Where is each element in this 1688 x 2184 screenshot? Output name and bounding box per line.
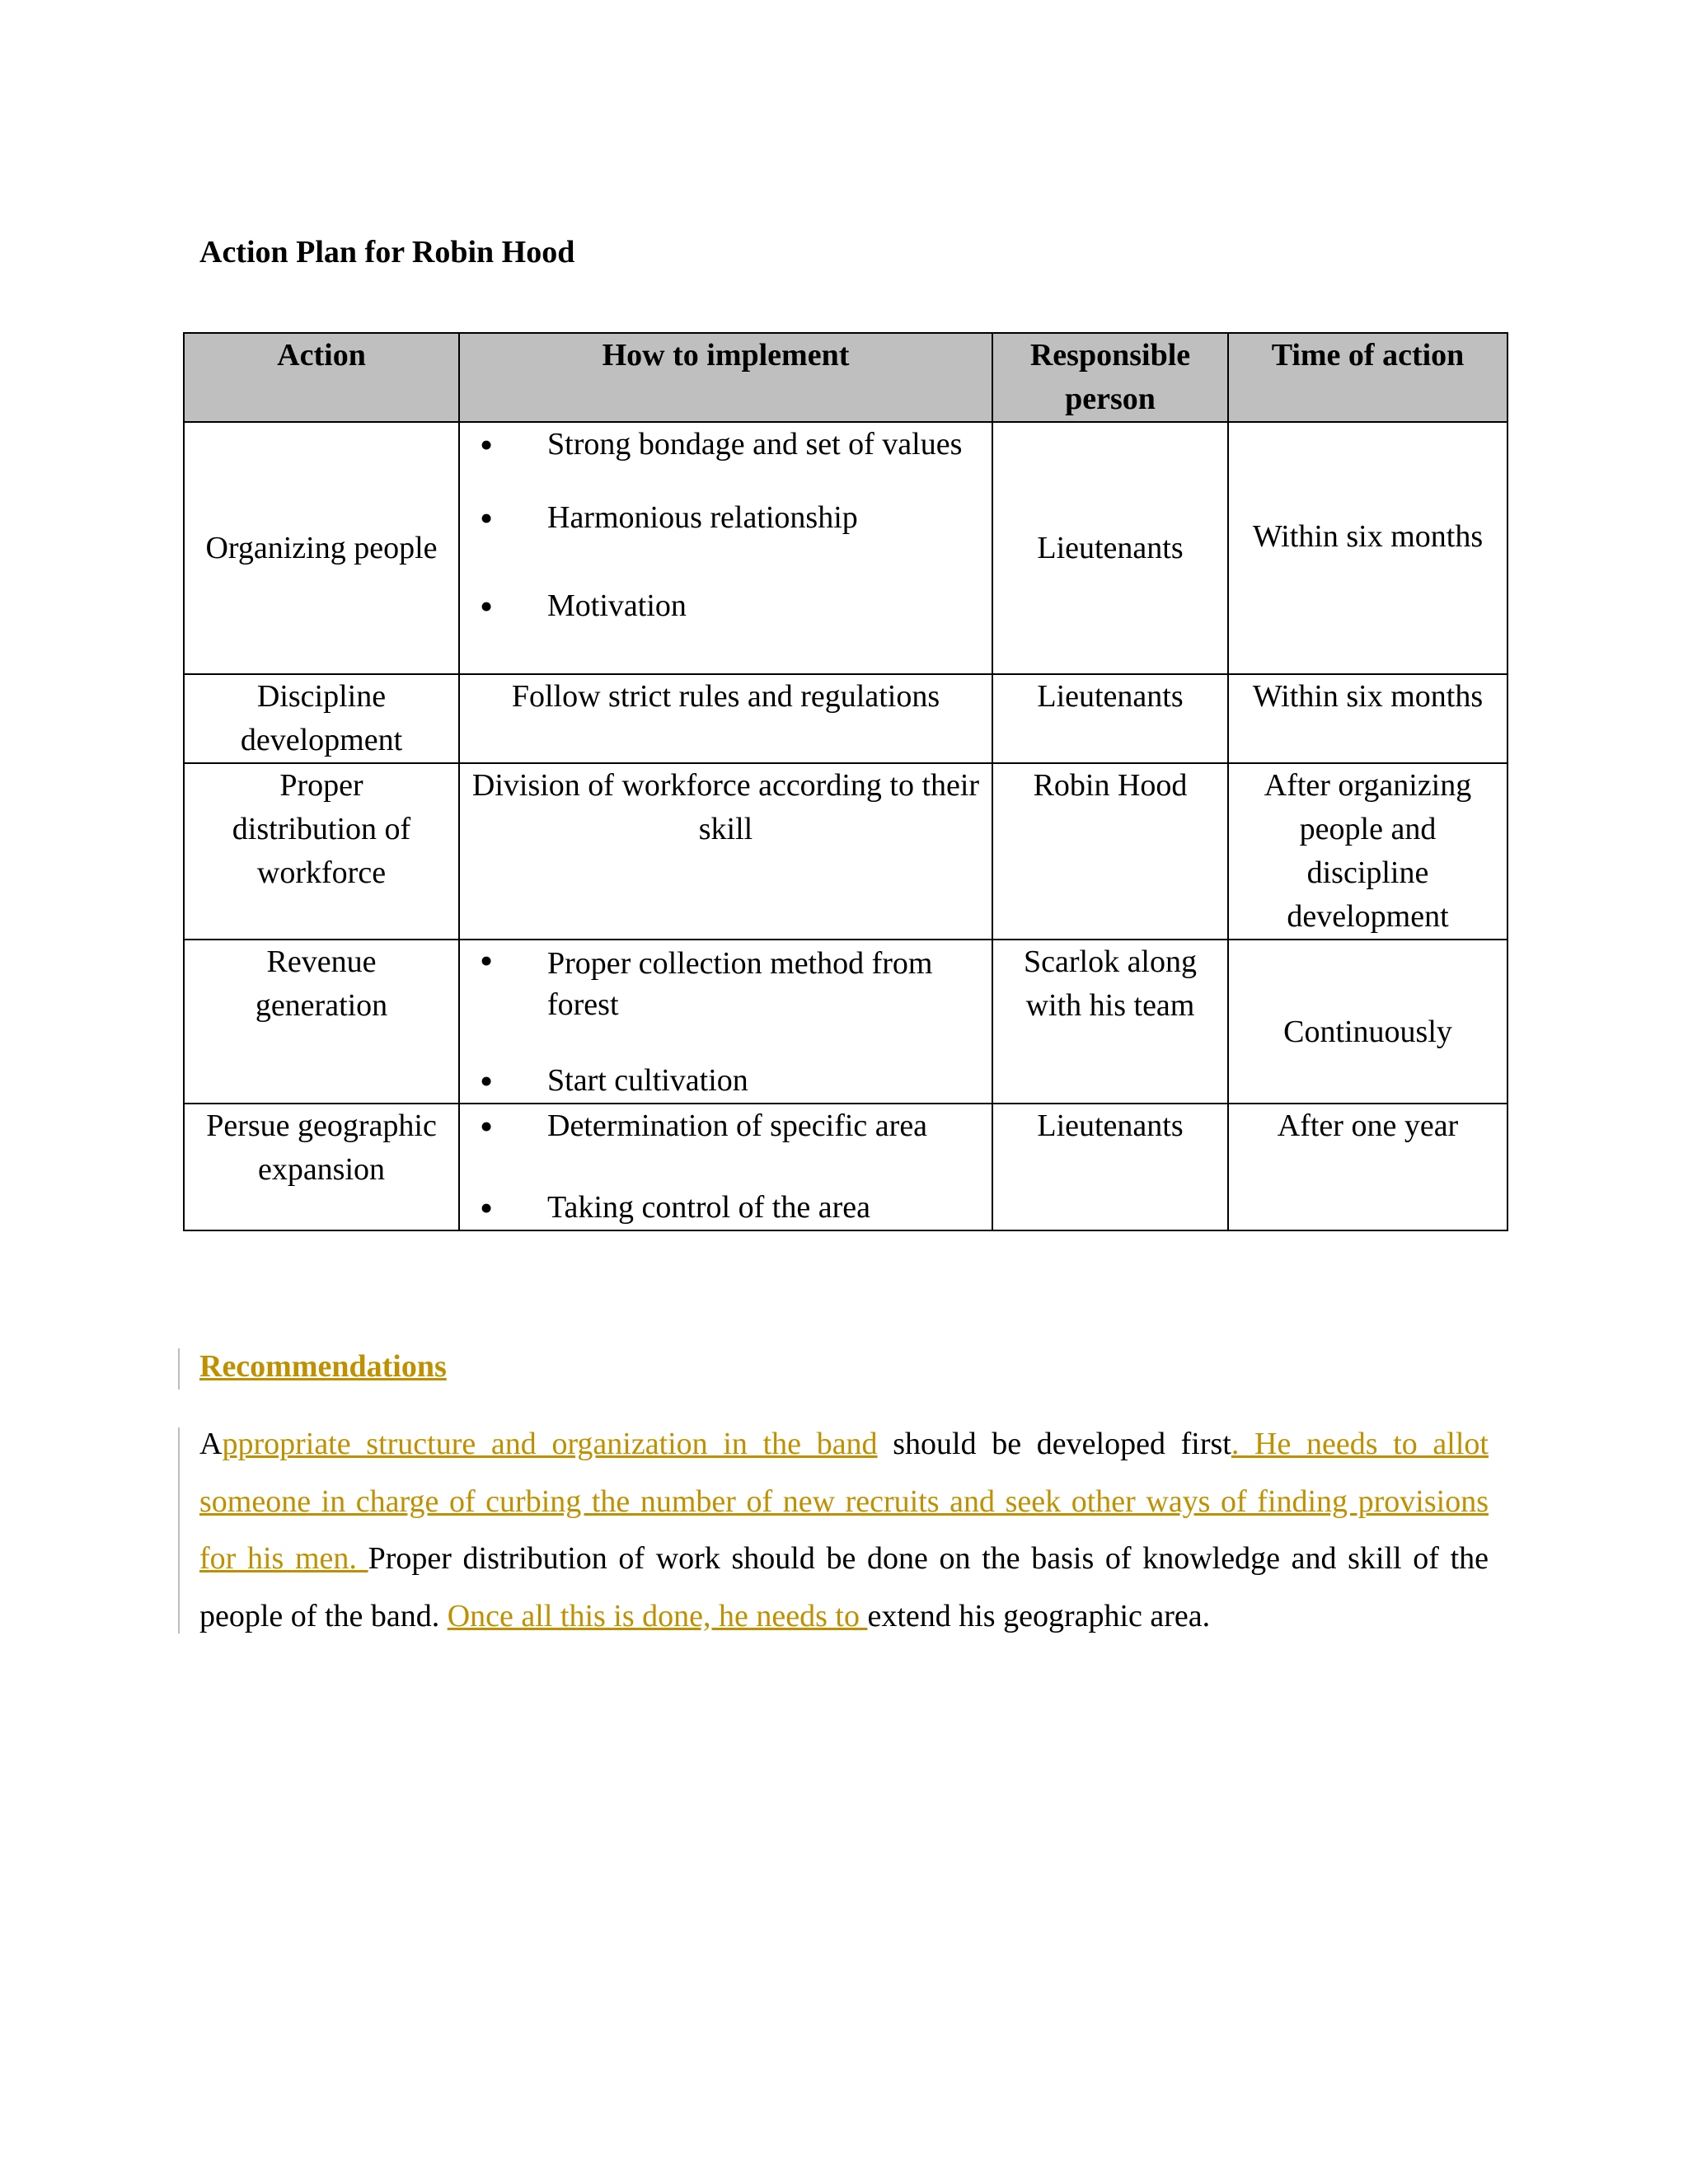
text-run: should be developed first [877, 1427, 1231, 1461]
header-action: Action [184, 333, 459, 422]
row-how-cell [459, 940, 992, 1104]
table-row [184, 940, 1507, 1104]
how-list [468, 940, 983, 1103]
list-item: • Determination of specific area [468, 1104, 983, 1148]
row-action-cell [184, 422, 459, 674]
row-action: Persue geographic expansion [184, 1104, 459, 1230]
list-item: • Proper collection method from forest [468, 940, 983, 1025]
list-item: • Strong bondage and set of values [468, 423, 983, 466]
change-bar [178, 1427, 180, 1633]
text-run: extend his geographic area. [867, 1598, 1211, 1633]
header-how-to-implement: How to implement [459, 333, 992, 422]
row-time: Within six months [1228, 674, 1507, 763]
row-responsible-cell [992, 422, 1228, 674]
row-time: After organizing people and discipline development [1228, 763, 1507, 940]
row-time-cell [1228, 940, 1507, 1104]
row-action: Organizing people [205, 530, 438, 565]
row-how: Division of workforce according to their skill [459, 763, 992, 940]
table-row [184, 422, 1507, 674]
row-action: Proper distribution of workforce [184, 763, 459, 940]
list-item: • Motivation [468, 584, 983, 628]
table-row [184, 1104, 1507, 1230]
row-time: Within six months [1252, 518, 1484, 554]
row-time: After one year [1228, 1104, 1507, 1230]
tracked-insertion: . He needs to allot someone in charge of curbing the number of new recruits and seek other ways of finding provisions for his men. [199, 1427, 1489, 1576]
row-how: Follow strict rules and regulations [459, 674, 992, 763]
list-item: • Start cultivation [468, 1059, 983, 1103]
row-how-cell [459, 1104, 992, 1230]
row-time: Continuously [1283, 1015, 1452, 1049]
table-row [184, 674, 1507, 763]
row-how-cell [459, 422, 992, 674]
row-responsible: Scarlok along with his team [992, 940, 1228, 1104]
change-bar [178, 1348, 180, 1390]
recommendations-paragraph [199, 1416, 1489, 1645]
action-plan-table [183, 332, 1508, 1231]
table-row [184, 763, 1507, 940]
tracked-insertion: Once all this is done, he needs to [447, 1598, 868, 1633]
table-header-row [184, 333, 1507, 422]
row-responsible: Lieutenants [992, 1104, 1228, 1230]
row-responsible: Robin Hood [992, 763, 1228, 940]
recommendations-heading: Recommendations [199, 1349, 447, 1384]
tracked-insertion: ppropriate structure and organization in the band [222, 1427, 878, 1461]
row-responsible: Lieutenants [1037, 530, 1184, 565]
row-responsible: Lieutenants [992, 674, 1228, 763]
list-item: • Harmonious relationship [468, 496, 983, 540]
page-title: Action Plan for Robin Hood [199, 235, 575, 269]
text-run: A [199, 1427, 223, 1461]
row-action: Revenue generation [184, 940, 459, 1104]
how-list [468, 1104, 983, 1230]
header-time-of-action: Time of action [1228, 333, 1507, 422]
list-item: • Taking control of the area [468, 1186, 983, 1230]
header-responsible-person: Responsible person [992, 333, 1228, 422]
text-run: Proper distribution of work should be done on the basis of knowledge and skill of the people of the band. [199, 1541, 1489, 1633]
how-list [468, 423, 983, 628]
row-action: Discipline development [184, 674, 459, 763]
row-time-cell [1228, 422, 1507, 674]
